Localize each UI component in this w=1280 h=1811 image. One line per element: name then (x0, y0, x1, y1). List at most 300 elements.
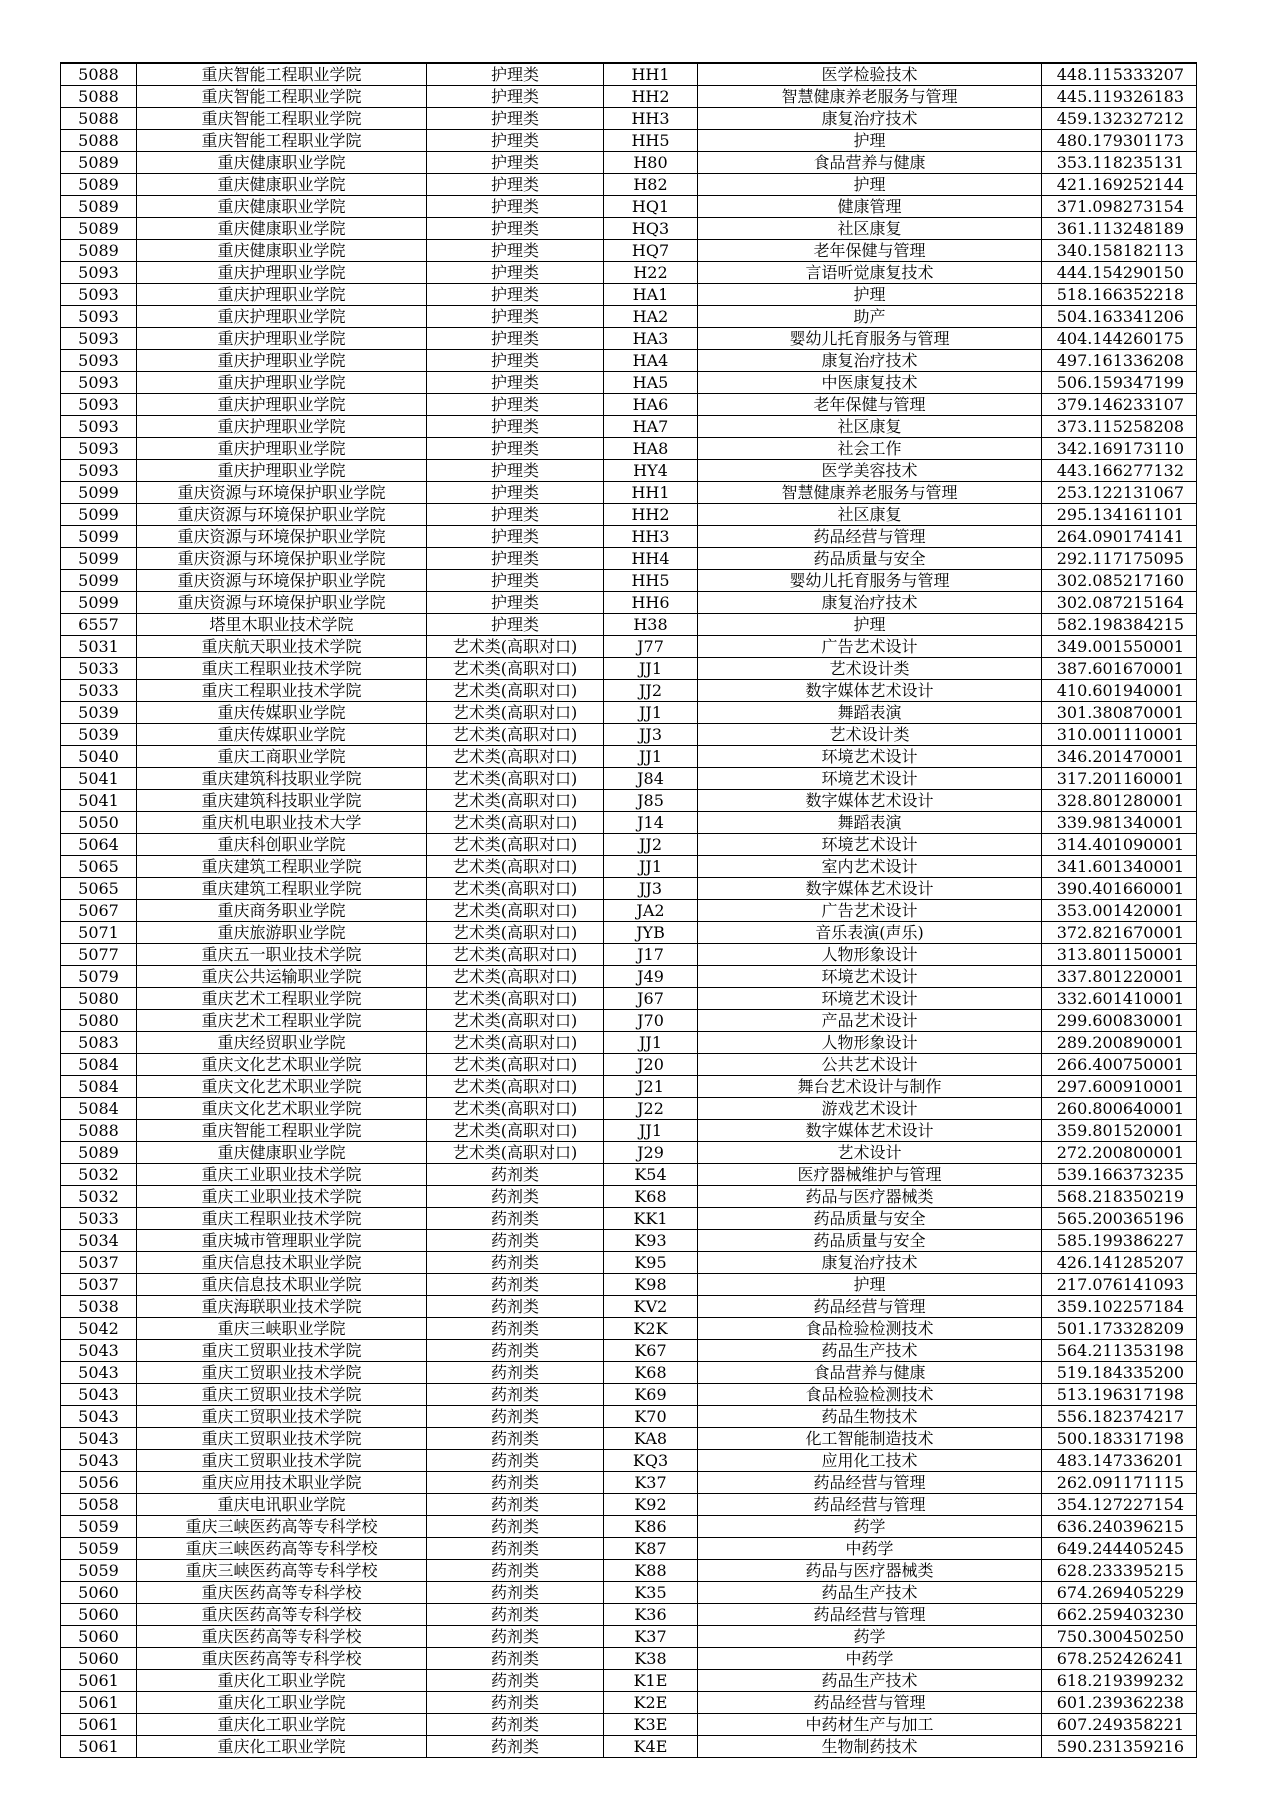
major-code-cell: HH5 (604, 570, 698, 592)
category-cell: 药剂类 (427, 1692, 604, 1714)
category-cell: 护理类 (427, 86, 604, 108)
school-name-cell: 重庆化工职业学院 (137, 1692, 427, 1714)
school-name-cell: 重庆商务职业学院 (137, 900, 427, 922)
category-cell: 艺术类(高职对口) (427, 988, 604, 1010)
score-cell: 295.134161101 (1042, 504, 1197, 526)
category-cell: 药剂类 (427, 1714, 604, 1736)
school-code-cell: 5043 (61, 1340, 137, 1362)
table-row (61, 1076, 1197, 1098)
major-code-cell: JJ1 (604, 658, 698, 680)
major-name-cell: 老年保健与管理 (698, 394, 1042, 416)
school-name-cell: 重庆艺术工程职业学院 (137, 1010, 427, 1032)
score-cell: 568.218350219 (1042, 1186, 1197, 1208)
category-cell: 护理类 (427, 63, 604, 86)
major-code-cell: K37 (604, 1472, 698, 1494)
school-name-cell: 重庆机电职业技术大学 (137, 812, 427, 834)
major-name-cell: 药品经营与管理 (698, 1494, 1042, 1516)
category-cell: 药剂类 (427, 1582, 604, 1604)
category-cell: 护理类 (427, 526, 604, 548)
category-cell: 护理类 (427, 372, 604, 394)
school-code-cell: 5056 (61, 1472, 137, 1494)
major-name-cell: 人物形象设计 (698, 944, 1042, 966)
table-row (61, 526, 1197, 548)
table-row (61, 152, 1197, 174)
category-cell: 护理类 (427, 592, 604, 614)
school-code-cell: 5043 (61, 1428, 137, 1450)
category-cell: 艺术类(高职对口) (427, 1120, 604, 1142)
major-code-cell: HH6 (604, 592, 698, 614)
score-cell: 349.001550001 (1042, 636, 1197, 658)
category-cell: 艺术类(高职对口) (427, 1076, 604, 1098)
school-code-cell: 5032 (61, 1164, 137, 1186)
major-name-cell: 护理 (698, 174, 1042, 196)
table-row (61, 1120, 1197, 1142)
category-cell: 护理类 (427, 108, 604, 130)
major-name-cell: 药品质量与安全 (698, 548, 1042, 570)
table-row (61, 1142, 1197, 1164)
table-row (61, 900, 1197, 922)
school-name-cell: 重庆文化艺术职业学院 (137, 1098, 427, 1120)
school-name-cell: 重庆护理职业学院 (137, 394, 427, 416)
category-cell: 药剂类 (427, 1406, 604, 1428)
school-name-cell: 重庆化工职业学院 (137, 1670, 427, 1692)
score-cell: 354.127227154 (1042, 1494, 1197, 1516)
table-row (61, 1274, 1197, 1296)
table-row (61, 922, 1197, 944)
major-name-cell: 社区康复 (698, 218, 1042, 240)
school-code-cell: 5099 (61, 570, 137, 592)
score-cell: 539.166373235 (1042, 1164, 1197, 1186)
major-code-cell: H82 (604, 174, 698, 196)
major-code-cell: KK1 (604, 1208, 698, 1230)
school-code-cell: 5065 (61, 878, 137, 900)
table-row (61, 1670, 1197, 1692)
score-cell: 497.161336208 (1042, 350, 1197, 372)
school-code-cell: 5033 (61, 658, 137, 680)
major-name-cell: 游戏艺术设计 (698, 1098, 1042, 1120)
major-name-cell: 应用化工技术 (698, 1450, 1042, 1472)
score-cell: 346.201470001 (1042, 746, 1197, 768)
score-cell: 519.184335200 (1042, 1362, 1197, 1384)
score-cell: 410.601940001 (1042, 680, 1197, 702)
major-code-cell: JJ3 (604, 878, 698, 900)
category-cell: 艺术类(高职对口) (427, 1054, 604, 1076)
score-cell: 264.090174141 (1042, 526, 1197, 548)
table-row (61, 1054, 1197, 1076)
table-row (61, 790, 1197, 812)
category-cell: 药剂类 (427, 1648, 604, 1670)
category-cell: 艺术类(高职对口) (427, 724, 604, 746)
score-cell: 266.400750001 (1042, 1054, 1197, 1076)
table-row (61, 768, 1197, 790)
major-name-cell: 药品经营与管理 (698, 1296, 1042, 1318)
score-cell: 313.801150001 (1042, 944, 1197, 966)
major-name-cell: 环境艺术设计 (698, 768, 1042, 790)
major-name-cell: 广告艺术设计 (698, 900, 1042, 922)
school-name-cell: 重庆航天职业技术学院 (137, 636, 427, 658)
school-code-cell: 5061 (61, 1736, 137, 1758)
table-row (61, 306, 1197, 328)
school-name-cell: 重庆工贸职业技术学院 (137, 1340, 427, 1362)
school-name-cell: 重庆护理职业学院 (137, 350, 427, 372)
school-code-cell: 5040 (61, 746, 137, 768)
school-code-cell: 5093 (61, 416, 137, 438)
score-cell: 217.076141093 (1042, 1274, 1197, 1296)
school-name-cell: 重庆工贸职业技术学院 (137, 1406, 427, 1428)
score-cell: 260.800640001 (1042, 1098, 1197, 1120)
major-name-cell: 康复治疗技术 (698, 108, 1042, 130)
score-cell: 501.173328209 (1042, 1318, 1197, 1340)
category-cell: 护理类 (427, 284, 604, 306)
school-code-cell: 5038 (61, 1296, 137, 1318)
category-cell: 药剂类 (427, 1230, 604, 1252)
score-cell: 341.601340001 (1042, 856, 1197, 878)
major-code-cell: J14 (604, 812, 698, 834)
score-cell: 636.240396215 (1042, 1516, 1197, 1538)
major-code-cell: K93 (604, 1230, 698, 1252)
school-name-cell: 重庆建筑工程职业学院 (137, 856, 427, 878)
major-code-cell: KQ3 (604, 1450, 698, 1472)
major-code-cell: J70 (604, 1010, 698, 1032)
school-name-cell: 重庆公共运输职业学院 (137, 966, 427, 988)
major-name-cell: 药品经营与管理 (698, 526, 1042, 548)
major-code-cell: HH3 (604, 526, 698, 548)
score-cell: 504.163341206 (1042, 306, 1197, 328)
major-name-cell: 数字媒体艺术设计 (698, 1120, 1042, 1142)
category-cell: 护理类 (427, 416, 604, 438)
school-name-cell: 重庆护理职业学院 (137, 416, 427, 438)
score-cell: 448.115333207 (1042, 63, 1197, 86)
major-name-cell: 康复治疗技术 (698, 1252, 1042, 1274)
table-row (61, 1714, 1197, 1736)
major-code-cell: K54 (604, 1164, 698, 1186)
major-code-cell: H38 (604, 614, 698, 636)
major-code-cell: HA7 (604, 416, 698, 438)
school-name-cell: 重庆经贸职业学院 (137, 1032, 427, 1054)
school-name-cell: 重庆艺术工程职业学院 (137, 988, 427, 1010)
table-row (61, 592, 1197, 614)
score-cell: 317.201160001 (1042, 768, 1197, 790)
major-name-cell: 舞蹈表演 (698, 702, 1042, 724)
school-name-cell: 重庆资源与环境保护职业学院 (137, 504, 427, 526)
table-row (61, 1098, 1197, 1120)
category-cell: 艺术类(高职对口) (427, 944, 604, 966)
major-code-cell: HH3 (604, 108, 698, 130)
table-row (61, 834, 1197, 856)
score-cell: 628.233395215 (1042, 1560, 1197, 1582)
score-cell: 590.231359216 (1042, 1736, 1197, 1758)
school-name-cell: 重庆资源与环境保护职业学院 (137, 592, 427, 614)
major-code-cell: J21 (604, 1076, 698, 1098)
major-name-cell: 食品营养与健康 (698, 152, 1042, 174)
school-name-cell: 重庆健康职业学院 (137, 152, 427, 174)
table-row (61, 856, 1197, 878)
major-code-cell: H80 (604, 152, 698, 174)
school-name-cell: 塔里木职业技术学院 (137, 614, 427, 636)
school-code-cell: 5065 (61, 856, 137, 878)
score-cell: 649.244405245 (1042, 1538, 1197, 1560)
table-row (61, 1252, 1197, 1274)
major-code-cell: JJ1 (604, 856, 698, 878)
category-cell: 艺术类(高职对口) (427, 1098, 604, 1120)
major-name-cell: 环境艺术设计 (698, 746, 1042, 768)
category-cell: 艺术类(高职对口) (427, 658, 604, 680)
school-name-cell: 重庆护理职业学院 (137, 460, 427, 482)
school-code-cell: 5033 (61, 1208, 137, 1230)
category-cell: 药剂类 (427, 1538, 604, 1560)
school-code-cell: 5088 (61, 108, 137, 130)
school-name-cell: 重庆资源与环境保护职业学院 (137, 570, 427, 592)
category-cell: 药剂类 (427, 1274, 604, 1296)
score-cell: 404.144260175 (1042, 328, 1197, 350)
table-row (61, 636, 1197, 658)
school-code-cell: 5093 (61, 284, 137, 306)
score-cell: 445.119326183 (1042, 86, 1197, 108)
school-name-cell: 重庆信息技术职业学院 (137, 1252, 427, 1274)
school-code-cell: 5088 (61, 1120, 137, 1142)
major-code-cell: HA6 (604, 394, 698, 416)
school-name-cell: 重庆化工职业学院 (137, 1736, 427, 1758)
school-name-cell: 重庆护理职业学院 (137, 438, 427, 460)
school-code-cell: 5079 (61, 966, 137, 988)
school-code-cell: 5043 (61, 1384, 137, 1406)
school-code-cell: 5088 (61, 86, 137, 108)
major-name-cell: 环境艺术设计 (698, 834, 1042, 856)
score-cell: 297.600910001 (1042, 1076, 1197, 1098)
table-row (61, 504, 1197, 526)
major-code-cell: H22 (604, 262, 698, 284)
major-code-cell: J20 (604, 1054, 698, 1076)
score-cell: 556.182374217 (1042, 1406, 1197, 1428)
major-code-cell: K1E (604, 1670, 698, 1692)
score-cell: 678.252426241 (1042, 1648, 1197, 1670)
school-code-cell: 5093 (61, 328, 137, 350)
major-code-cell: JJ2 (604, 680, 698, 702)
score-cell: 289.200890001 (1042, 1032, 1197, 1054)
table-row (61, 1560, 1197, 1582)
school-name-cell: 重庆医药高等专科学校 (137, 1626, 427, 1648)
school-code-cell: 5042 (61, 1318, 137, 1340)
school-code-cell: 5043 (61, 1406, 137, 1428)
school-code-cell: 5061 (61, 1692, 137, 1714)
category-cell: 护理类 (427, 240, 604, 262)
major-code-cell: HA5 (604, 372, 698, 394)
major-name-cell: 中药材生产与加工 (698, 1714, 1042, 1736)
school-code-cell: 5039 (61, 702, 137, 724)
school-name-cell: 重庆三峡医药高等专科学校 (137, 1516, 427, 1538)
school-name-cell: 重庆五一职业技术学院 (137, 944, 427, 966)
school-name-cell: 重庆智能工程职业学院 (137, 86, 427, 108)
table-row (61, 988, 1197, 1010)
score-cell: 459.132327212 (1042, 108, 1197, 130)
school-code-cell: 5034 (61, 1230, 137, 1252)
table-row (61, 218, 1197, 240)
major-code-cell: HA2 (604, 306, 698, 328)
score-cell: 513.196317198 (1042, 1384, 1197, 1406)
school-name-cell: 重庆文化艺术职业学院 (137, 1076, 427, 1098)
major-name-cell: 药品生产技术 (698, 1582, 1042, 1604)
category-cell: 药剂类 (427, 1450, 604, 1472)
score-cell: 480.179301173 (1042, 130, 1197, 152)
category-cell: 艺术类(高职对口) (427, 1032, 604, 1054)
table-row (61, 1428, 1197, 1450)
school-code-cell: 5093 (61, 372, 137, 394)
major-name-cell: 室内艺术设计 (698, 856, 1042, 878)
major-name-cell: 药品与医疗器械类 (698, 1186, 1042, 1208)
school-name-cell: 重庆资源与环境保护职业学院 (137, 526, 427, 548)
major-name-cell: 舞台艺术设计与制作 (698, 1076, 1042, 1098)
school-code-cell: 5080 (61, 1010, 137, 1032)
school-code-cell: 5089 (61, 1142, 137, 1164)
school-name-cell: 重庆化工职业学院 (137, 1714, 427, 1736)
school-name-cell: 重庆科创职业学院 (137, 834, 427, 856)
school-code-cell: 5037 (61, 1274, 137, 1296)
score-cell: 371.098273154 (1042, 196, 1197, 218)
category-cell: 艺术类(高职对口) (427, 812, 604, 834)
school-code-cell: 5043 (61, 1362, 137, 1384)
major-code-cell: K36 (604, 1604, 698, 1626)
major-name-cell: 环境艺术设计 (698, 966, 1042, 988)
category-cell: 艺术类(高职对口) (427, 878, 604, 900)
school-name-cell: 重庆旅游职业学院 (137, 922, 427, 944)
table-row (61, 460, 1197, 482)
score-cell: 421.169252144 (1042, 174, 1197, 196)
school-name-cell: 重庆健康职业学院 (137, 196, 427, 218)
school-code-cell: 5093 (61, 460, 137, 482)
major-name-cell: 言语听觉康复技术 (698, 262, 1042, 284)
school-name-cell: 重庆护理职业学院 (137, 328, 427, 350)
major-code-cell: K37 (604, 1626, 698, 1648)
school-name-cell: 重庆三峡医药高等专科学校 (137, 1538, 427, 1560)
score-cell: 585.199386227 (1042, 1230, 1197, 1252)
category-cell: 药剂类 (427, 1472, 604, 1494)
major-code-cell: K98 (604, 1274, 698, 1296)
school-code-cell: 5084 (61, 1054, 137, 1076)
category-cell: 药剂类 (427, 1626, 604, 1648)
category-cell: 药剂类 (427, 1670, 604, 1692)
category-cell: 护理类 (427, 174, 604, 196)
table-row (61, 614, 1197, 636)
school-code-cell: 5080 (61, 988, 137, 1010)
school-code-cell: 5089 (61, 174, 137, 196)
school-code-cell: 5099 (61, 482, 137, 504)
major-name-cell: 中医康复技术 (698, 372, 1042, 394)
school-name-cell: 重庆应用技术职业学院 (137, 1472, 427, 1494)
score-cell: 518.166352218 (1042, 284, 1197, 306)
major-code-cell: JJ1 (604, 1120, 698, 1142)
school-code-cell: 5041 (61, 768, 137, 790)
major-name-cell: 婴幼儿托育服务与管理 (698, 570, 1042, 592)
school-code-cell: 5084 (61, 1076, 137, 1098)
major-name-cell: 药品与医疗器械类 (698, 1560, 1042, 1582)
school-name-cell: 重庆资源与环境保护职业学院 (137, 548, 427, 570)
category-cell: 药剂类 (427, 1340, 604, 1362)
major-code-cell: K3E (604, 1714, 698, 1736)
score-cell: 253.122131067 (1042, 482, 1197, 504)
major-name-cell: 艺术设计类 (698, 658, 1042, 680)
table-row (61, 1626, 1197, 1648)
school-code-cell: 5077 (61, 944, 137, 966)
table-row (61, 1538, 1197, 1560)
category-cell: 药剂类 (427, 1494, 604, 1516)
school-code-cell: 5089 (61, 240, 137, 262)
major-name-cell: 药品生产技术 (698, 1340, 1042, 1362)
school-name-cell: 重庆护理职业学院 (137, 306, 427, 328)
category-cell: 药剂类 (427, 1164, 604, 1186)
school-code-cell: 5060 (61, 1582, 137, 1604)
score-cell: 426.141285207 (1042, 1252, 1197, 1274)
major-name-cell: 康复治疗技术 (698, 350, 1042, 372)
school-code-cell: 5037 (61, 1252, 137, 1274)
category-cell: 艺术类(高职对口) (427, 1142, 604, 1164)
school-code-cell: 5050 (61, 812, 137, 834)
school-name-cell: 重庆医药高等专科学校 (137, 1604, 427, 1626)
score-cell: 342.169173110 (1042, 438, 1197, 460)
major-code-cell: HQ3 (604, 218, 698, 240)
table-row (61, 1362, 1197, 1384)
table-row (61, 1516, 1197, 1538)
school-name-cell: 重庆城市管理职业学院 (137, 1230, 427, 1252)
school-code-cell: 5039 (61, 724, 137, 746)
school-code-cell: 5060 (61, 1626, 137, 1648)
category-cell: 艺术类(高职对口) (427, 768, 604, 790)
major-code-cell: HH4 (604, 548, 698, 570)
category-cell: 药剂类 (427, 1516, 604, 1538)
category-cell: 护理类 (427, 394, 604, 416)
major-code-cell: HH2 (604, 86, 698, 108)
score-cell: 483.147336201 (1042, 1450, 1197, 1472)
table-row (61, 1692, 1197, 1714)
major-code-cell: HH1 (604, 63, 698, 86)
major-code-cell: J49 (604, 966, 698, 988)
major-code-cell: K69 (604, 1384, 698, 1406)
school-code-cell: 5099 (61, 592, 137, 614)
major-code-cell: J22 (604, 1098, 698, 1120)
major-code-cell: K92 (604, 1494, 698, 1516)
school-name-cell: 重庆医药高等专科学校 (137, 1582, 427, 1604)
category-cell: 艺术类(高职对口) (427, 834, 604, 856)
major-name-cell: 数字媒体艺术设计 (698, 790, 1042, 812)
table-row (61, 86, 1197, 108)
school-code-cell: 5061 (61, 1714, 137, 1736)
school-code-cell: 5099 (61, 504, 137, 526)
category-cell: 药剂类 (427, 1252, 604, 1274)
school-code-cell: 5059 (61, 1560, 137, 1582)
score-cell: 564.211353198 (1042, 1340, 1197, 1362)
score-cell: 340.158182113 (1042, 240, 1197, 262)
score-cell: 674.269405229 (1042, 1582, 1197, 1604)
table-row (61, 1736, 1197, 1758)
major-name-cell: 数字媒体艺术设计 (698, 878, 1042, 900)
category-cell: 艺术类(高职对口) (427, 856, 604, 878)
category-cell: 药剂类 (427, 1296, 604, 1318)
score-cell: 500.183317198 (1042, 1428, 1197, 1450)
school-name-cell: 重庆工程职业技术学院 (137, 658, 427, 680)
table-row (61, 438, 1197, 460)
school-name-cell: 重庆信息技术职业学院 (137, 1274, 427, 1296)
school-name-cell: 重庆工程职业技术学院 (137, 680, 427, 702)
major-name-cell: 护理 (698, 1274, 1042, 1296)
score-cell: 262.091171115 (1042, 1472, 1197, 1494)
major-code-cell: JJ1 (604, 702, 698, 724)
school-name-cell: 重庆智能工程职业学院 (137, 108, 427, 130)
major-code-cell: J84 (604, 768, 698, 790)
school-name-cell: 重庆建筑科技职业学院 (137, 790, 427, 812)
table-row (61, 350, 1197, 372)
score-cell: 607.249358221 (1042, 1714, 1197, 1736)
major-code-cell: K38 (604, 1648, 698, 1670)
school-code-cell: 5089 (61, 196, 137, 218)
